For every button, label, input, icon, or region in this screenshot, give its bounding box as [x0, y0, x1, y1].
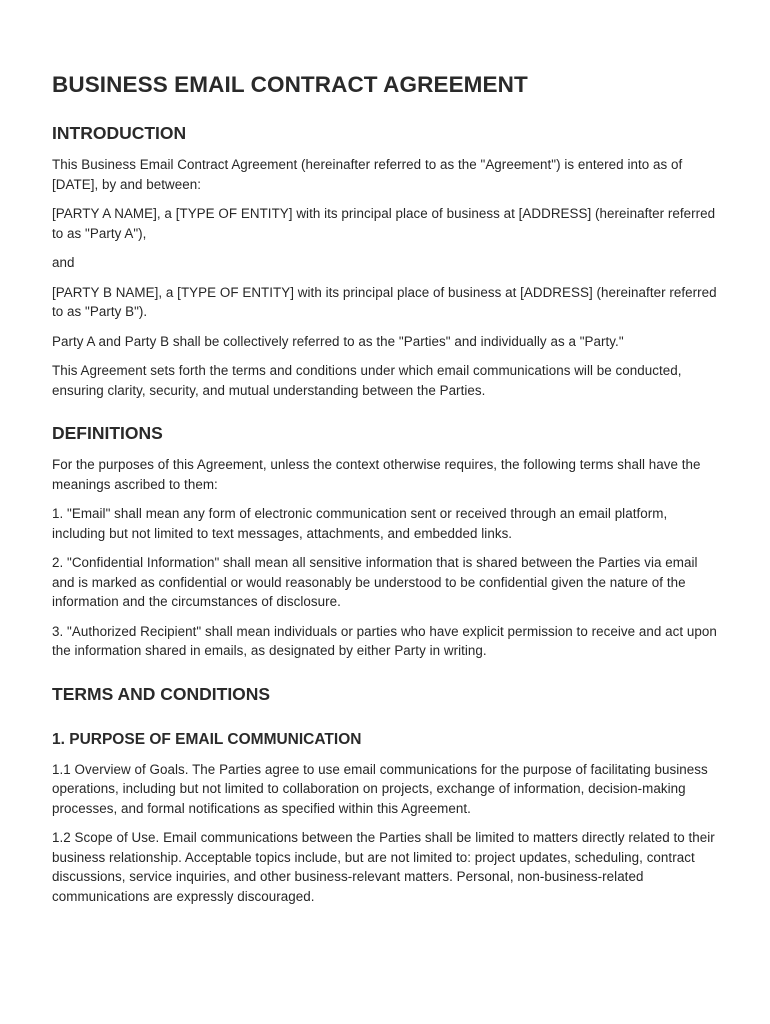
terms-heading: TERMS AND CONDITIONS [52, 683, 271, 704]
document-title: BUSINESS EMAIL CONTRACT AGREEMENT [52, 72, 528, 97]
definitions-intro-paragraph: For the purposes of this Agreement, unless the context otherwise requires, the following terms shall have the meanings ascribed to them: [52, 457, 701, 492]
and-connector: and [52, 255, 75, 270]
agreement-scope-paragraph: This Agreement sets forth the terms and conditions under which email communications will be conducted, ensuring clarity, security, and mutual understanding between the Parties. [52, 363, 682, 398]
introduction-paragraph: This Business Email Contract Agreement (hereinafter referred to as the "Agreement") is entered into as of [DATE], by and between: [52, 157, 683, 192]
definitions-section [52, 422, 722, 661]
definitions-heading: DEFINITIONS [52, 423, 163, 443]
document-page [52, 70, 722, 916]
purpose-subheading: 1. PURPOSE OF EMAIL COMMUNICATION [52, 730, 362, 748]
terms-section [52, 683, 722, 907]
clause-1-1: 1.1 Overview of Goals. The Parties agree to use email communications for the purpose of facilitating business operations, including but not limited to collaboration on projects, exchange of information, decision-making processes, and formal notifications as specified within this Agreement. [52, 761, 708, 816]
parties-definition-paragraph: Party A and Party B shall be collectively referred to as the "Parties" and individually as a "Party." [52, 333, 624, 349]
definition-confidential-information: 2. "Confidential Information" shall mean all sensitive information that is shared between the Parties via email and is marked as confidential or would reasonably be understood to be confidential given the nature of the information and the circumstances of disclosure. [52, 555, 698, 609]
definition-authorized-recipient: 3. "Authorized Recipient" shall mean individuals or parties who have explicit permission to receive and act upon the information shared in emails, as designated by either Party in writing. [52, 623, 717, 658]
party-b-paragraph: [PARTY B NAME], a [TYPE OF ENTITY] with its principal place of business at [ADDRESS] (hereinafter referred to as "Party B"). [52, 284, 717, 319]
definition-email: 1. "Email" shall mean any form of electronic communication sent or received through an email platform, including but not limited to text messages, attachments, and embedded links. [52, 506, 668, 541]
clause-1-2: 1.2 Scope of Use. Email communications between the Parties shall be limited to matters directly related to their business relationship. Acceptable topics include, but are not limited to: project updates, scheduling, contract discussions, service inquiries, and other business-relevant matters. Personal, non-business-related communications are expressly discouraged. [52, 830, 715, 904]
party-a-paragraph: [PARTY A NAME], a [TYPE OF ENTITY] with its principal place of business at [ADDRESS] (hereinafter referred to as "Party A"), [52, 206, 716, 241]
introduction-heading: INTRODUCTION [52, 123, 187, 143]
introduction-section [52, 122, 722, 400]
